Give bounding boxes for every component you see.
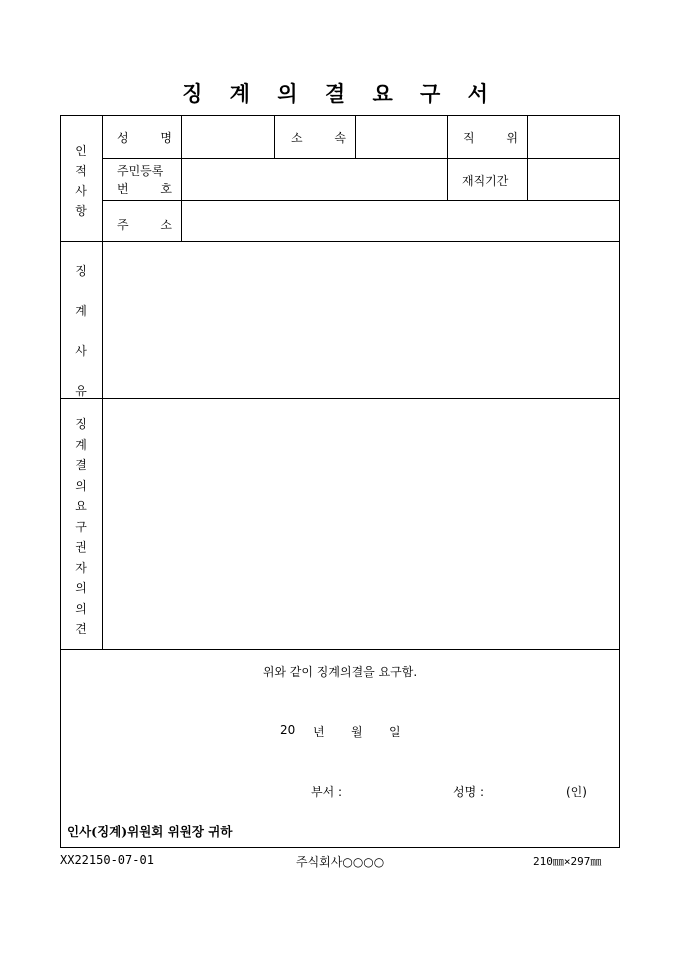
requester-opinion-label: 징 계 결 의 요 구 권 자 의 의 견 [75, 417, 87, 636]
disciplinary-reason-field[interactable] [103, 242, 620, 398]
name-signature-label: 성명 : [453, 785, 485, 799]
company-name: 주식회사○○○○ [296, 855, 385, 869]
date-year: 20 [280, 723, 296, 737]
disciplinary-request-form [60, 115, 620, 848]
addressee: 인사(징계)위원회 위원장 귀하 [67, 824, 233, 839]
disciplinary-reason-label: 징 계 사 유 [75, 264, 87, 398]
name-field[interactable] [182, 116, 274, 158]
date-day-unit: 일 [389, 725, 401, 739]
dept-label: 소 속 [291, 131, 360, 145]
divider [447, 116, 448, 201]
resident-number-field[interactable] [182, 159, 447, 200]
resident-number-label: 주민등록 [117, 164, 164, 178]
dept-field[interactable] [356, 116, 447, 158]
personal-info-label: 인 적 사 항 [75, 144, 87, 218]
address-field[interactable] [182, 201, 620, 241]
position-field[interactable] [528, 116, 620, 158]
date-year-unit: 년 [313, 725, 325, 739]
dept-signature-label: 부서 : [311, 785, 343, 799]
date-month-unit: 월 [351, 725, 363, 739]
resident-number-label-2: 번 호 [117, 182, 186, 196]
divider [61, 649, 620, 650]
paper-size: 210㎜×297㎜ [533, 855, 602, 868]
tenure-label: 재직기간 [462, 174, 509, 188]
address-label: 주 소 [117, 218, 186, 232]
form-code: XX22150-07-01 [60, 853, 154, 867]
name-label: 성 명 [117, 131, 186, 145]
position-label: 직 위 [463, 131, 532, 145]
seal-label: (인) [566, 785, 587, 799]
page-title: 징 계 의 결 요 구 서 [182, 81, 498, 106]
tenure-field[interactable] [528, 159, 620, 200]
request-statement: 위와 같이 징계의결을 요구함. [262, 665, 418, 679]
requester-opinion-field[interactable] [103, 399, 620, 649]
divider [274, 116, 275, 158]
